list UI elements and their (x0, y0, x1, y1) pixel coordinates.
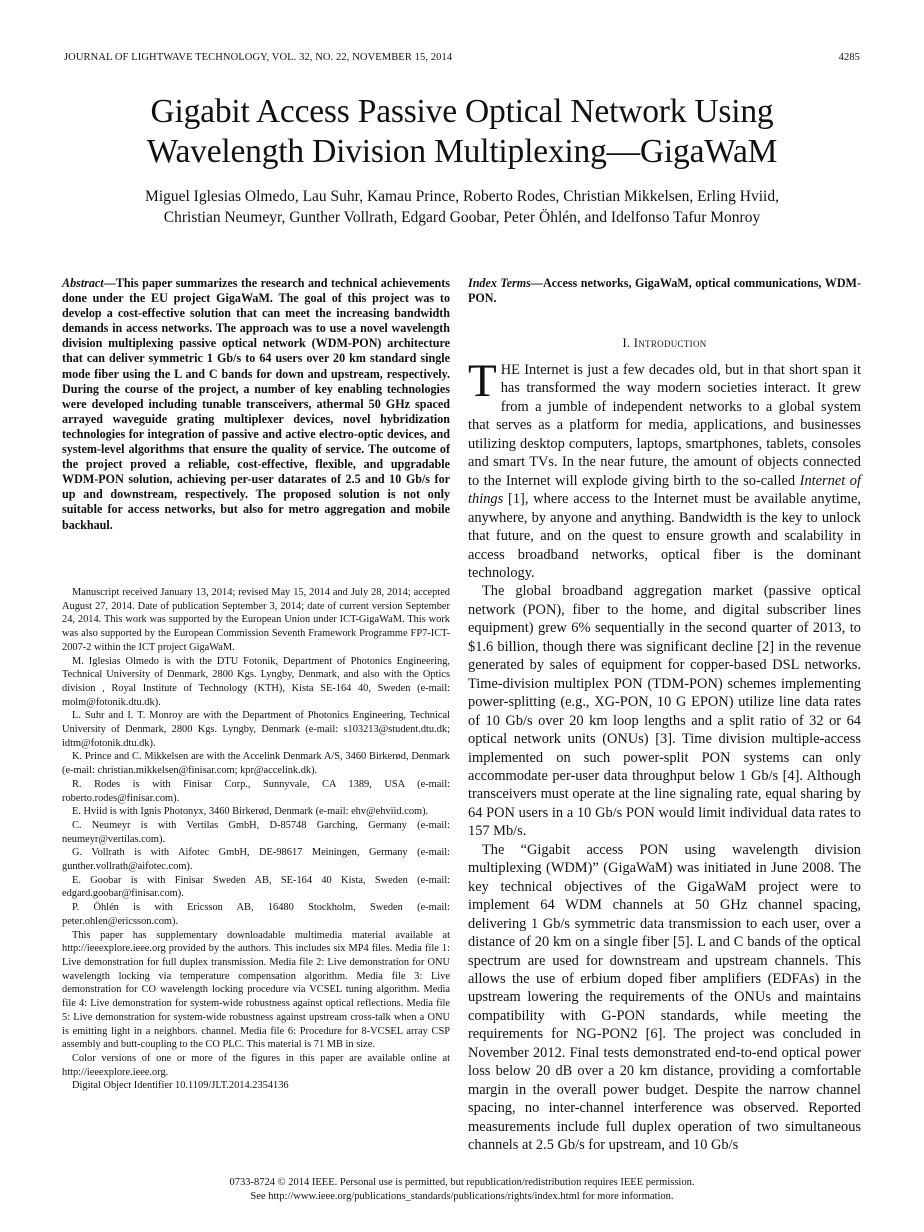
paragraph-text: [1], where access to the Internet must be available anytime, anywhere, by anyone and anything. Bandwidth is the key to unlock that future, and on the quest to ensure growth and scalability in access broadband networks, optical fiber is the dominant technology. (468, 491, 861, 581)
footnote-affiliation: C. Neumeyr is with Vertilas GmbH, D-85748 Garching, Germany (e-mail: neumeyr@vertilas.com). (62, 819, 450, 845)
footnote-manuscript: Manuscript received January 13, 2014; revised May 15, 2014 and July 28, 2014; accepted August 27, 2014. Date of publication September 3, 2014; date of current version September 24, 2014. This work was supported by the European Union under ICT-GigaWaM. This work was also supported by the European Commission Seventh Framework Programme FP7-ICT- 2007-2 within the ICT project GigaWaM. (62, 587, 450, 653)
abstract-text: —This paper summarizes the research and technical achievements done under the EU project GigaWaM. The goal of this project was to develop a cost-effective solution that can meet the increasing bandwidth demands in access networks. The approach was to use a novel wavelength division multiplexing passive optical network (WDM-PON) architecture that can deliver symmetric 1 Gb/s to 64 users over 20 km standard single mode fiber using the L and C bands for down and upstream, respectively. During the course of the project, a number of key enabling technologies were developed including tunable transceivers, athermal 50 GHz spaced arrayed waveguide grating multiplexer devices, novel hybridization technologies for integration of passive and active electro-optic devices, and system-level algorithms that ensure the quality of service. The outcome of the project proved a reliable, cost-effective, flexible, and upgradable WDM-PON solution, achieving per-user datarates of 2.5 and 10 Gb/s for up and downstream, respectively. The proposed solution is not only suitable for access networks, but also for metro aggregation and mobile backhaul. (62, 276, 450, 532)
footnote-affiliation: K. Prince and C. Mikkelsen are with the Accelink Denmark A/S, 3460 Birkerød, Denmark (e-mail: christian.mikkelsen@finisar.com; kpr@accelink.dk). (62, 751, 450, 777)
paper-title (40, 92, 884, 172)
footnotes (62, 586, 450, 1093)
footnote-affiliation: M. Iglesias Olmedo is with the DTU Fotonik, Department of Photonics Engineering, Technical University of Denmark, 2800 Kgs. Lyngby, Denmark, and also with the Optics division , Royal Institute of Technology (KTH), Kista SE-164 40, Sweden (e-mail: molm@fotonik.dtu.dk). (62, 655, 450, 708)
copyright-footer (40, 1176, 884, 1203)
footnote-affiliation: E. Hviid is with Ignis Photonyx, 3460 Birkerød, Denmark (e-mail: ehv@ehviid.com). (72, 806, 429, 818)
running-head (64, 52, 860, 63)
title-line-1: Gigabit Access Passive Optical Network Using (150, 93, 774, 130)
index-terms (468, 276, 861, 306)
paragraph-text: Internet is just a few decades old, but in that short span it has transformed the way modern societies interact. It grew from a jumble of independent networks to a global system that serves as a platform for media, applications, and businesses utilizing desktop computers, laptops, smartphones, tablets, consoles and smart TVs. In the near future, the amount of objects connected to the Internet will explode giving birth to the so-called (468, 362, 861, 489)
footnote-affiliation: P. Öhlén is with Ericsson AB, 16480 Stockholm, Sweden (e-mail: peter.ohlen@ericsson.com). (62, 902, 450, 927)
footnote-affiliation: G. Vollrath is with Aifotec GmbH, DE-98617 Meiningen, Germany (e-mail: gunther.vollrath@aifotec.com). (62, 847, 450, 873)
authors-line-2: Christian Neumeyr, Gunther Vollrath, Edgard Goobar, Peter Öhlén, and Idelfonso Tafur Monroy (163, 209, 761, 226)
title-line-2: Wavelength Division Multiplexing—GigaWaM (146, 133, 778, 170)
italic-term: Internet of things (468, 472, 861, 508)
paragraph: The “Gigabit access PON using wavelength division multiplexing (WDM)” (GigaWaM) was initiated in June 2008. The key technical objectives of the GigaWaM project were to implement 64 WDM channels at 50 GHz channel spacing, delivering 1 Gb/s symmetric data transmission to each user, over a distance of 20 km on a single fiber [5]. L and C bands of the optical spectrum are used for downstream and upstream channels. This allows the use of erbium doped fiber amplifiers (EDFAs) in the upstream lowering the requirements of the ONUs and maintains compatibility with G-PON standards, while meeting the requirements for NG-PON2 [6]. The project was concluded in November 2012. Final tests demonstrated end-to-end optical power loss below 20 dB over a 20 km distance, providing a comfortable margin in the overall power budget. Despite the narrow channel spacing, no inter-channel interference was observed. Reported measurements include full duplex operation of two simultaneous channels at 2.5 Gb/s for upstream, and 10 Gb/s (468, 841, 861, 1154)
author-list (40, 186, 884, 228)
paragraph (468, 355, 861, 582)
section-title: Introduction (633, 336, 707, 350)
paragraph: The global broadband aggregation market (passive optical network (PON), fiber to the home, and digital subscriber lines equipment) grew 6% sequentially in the second quarter of 2013, to $1.6 billion, though there was significant decline [2] in the revenue generated by sales of equipment for copper-based DSL networks. Time-division multiplex PON (TDM-PON) schemes implementing power-splitting (e.g., XG-PON, 10 G EPON) utilize line data rates of 10 Gb/s over 20 km loop lengths and a split ratio of 32 or 64 optical network units (ONUs) [3]. Time division multiple-access implemented on such power-split PON systems can only accommodate per-user data throughput below 1 Gb/s [4]. Although transceivers must operate at the line signaling rate, equal sharing by 64 PON users in a 10 Gb/s PON would limit individual data rates to 157 Mb/s. (468, 583, 861, 840)
footnote-affiliation: E. Goobar is with Finisar Sweden AB, SE-164 40 Kista, Sweden (e-mail: edgard.goobar@finisar.com). (62, 874, 450, 900)
abstract-label: Abstract (62, 276, 104, 290)
footnote-color-figures: Color versions of one or more of the figures in this paper are available online at http://ieeexplore.ieee.org. (62, 1052, 450, 1078)
section-number: I. (622, 336, 631, 350)
index-terms-text: —Access networks, GigaWaM, optical communications, WDM-PON. (468, 276, 862, 306)
footnote-multimedia: This paper has supplementary downloadable multimedia material available at http://ieeexplore.ieee.org provided by the authors. This includes six MP4 files. Media file 1: Live demonstration for full duplex transmission. Media file 2: Live demonstration for ONU wavelength locking via temperature compensation algorithm. Media file 3: Live demonstration for CO wavelength locking procedure via VCSEL tuning algorithm. Media file 4: Live demonstration for system-wide robustness against optical reflections. Media file 5: Live demonstration for system-wide robustness against upstream cross-talk when a ONU is emitting light in a neighbors. channel. Media file 6: Procedure for 8-VCSEL array CSP assembly and butt-coupling to the CO PLC. This material is 71 MB in size. (62, 929, 450, 1051)
footnote-doi: Digital Object Identifier 10.1109/JLT.2014.2354136 (72, 1080, 289, 1092)
abstract (62, 276, 450, 533)
drop-cap: T (468, 355, 497, 407)
rights-link-line: See http://www.ieee.org/publications_standards/publications/rights/index.html for more information. (250, 1190, 674, 1202)
footnote-affiliation: L. Suhr and I. T. Monroy are with the Department of Photonics Engineering, Technical University of Denmark, 2800 Kgs. Lyngby, Denmark (e-mail: s103213@student.dtu.dk; idtm@fotonik.dtu.dk). (62, 710, 450, 749)
first-word-caps: HE (500, 362, 520, 378)
index-terms-label: Index Terms (468, 276, 531, 290)
page-number: 4285 (838, 52, 860, 63)
footnote-affiliation: R. Rodes is with Finisar Corp., Sunnyvale, CA 1389, USA (e-mail: roberto.rodes@finisar.com). (62, 778, 450, 804)
section-heading (468, 336, 861, 351)
journal-name: JOURNAL OF LIGHTWAVE TECHNOLOGY, VOL. 32, NO. 22, NOVEMBER 15, 2014 (64, 52, 453, 63)
authors-line-1: Miguel Iglesias Olmedo, Lau Suhr, Kamau Prince, Roberto Rodes, Christian Mikkelsen, Erling Hviid, (145, 188, 779, 205)
body-text (468, 355, 861, 1154)
copyright-line: 0733-8724 © 2014 IEEE. Personal use is permitted, but republication/redistribution requires IEEE permission. (229, 1177, 695, 1188)
